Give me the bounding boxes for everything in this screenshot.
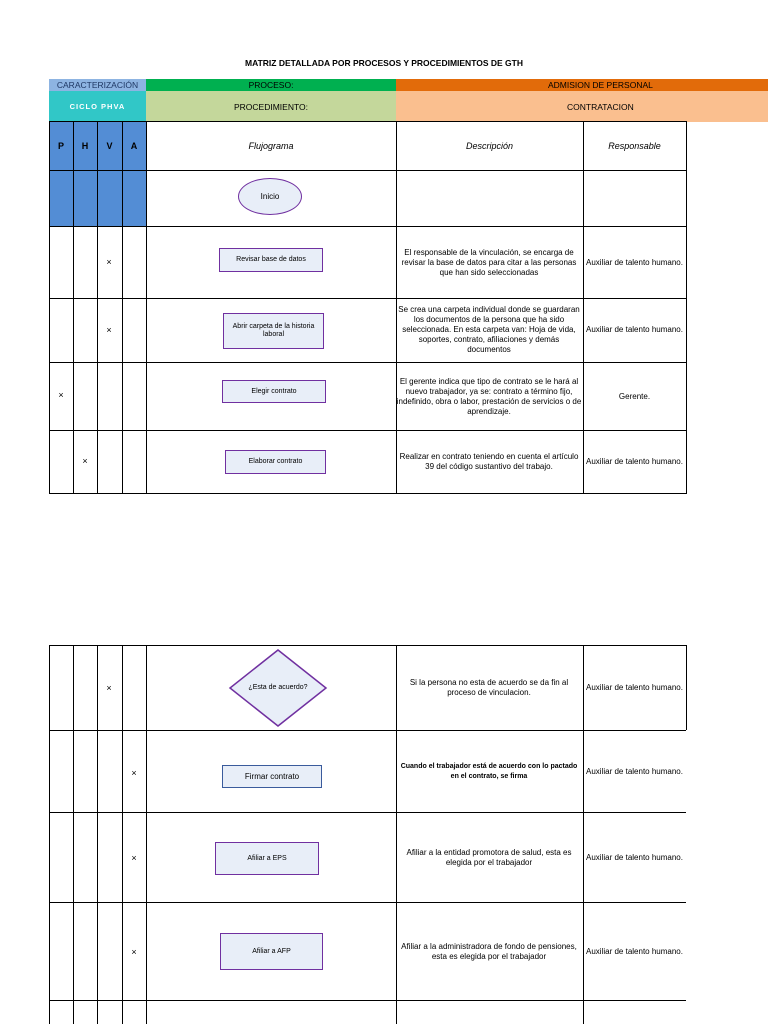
- grid-line: [122, 121, 123, 494]
- phva-mark-v: ×: [106, 325, 112, 335]
- grid-line: [146, 121, 147, 494]
- col-v: [97, 122, 122, 170]
- decision-text: ¿Esta de acuerdo?: [248, 684, 308, 691]
- procedimiento-header: [146, 91, 396, 122]
- step-responsible: Auxiliar de talento humano.: [586, 325, 683, 334]
- phva-mark-a: ×: [131, 768, 137, 778]
- page-title: MATRIZ DETALLADA POR PROCESOS Y PROCEDIMIENTOS DE GTH: [244, 58, 523, 68]
- col-h: [73, 122, 97, 170]
- flow-step-label: Afiliar a AFP: [252, 947, 291, 955]
- col-a-label: A: [130, 141, 138, 151]
- flow-step-label: Elaborar contrato: [248, 458, 303, 465]
- flow-step-label: Afiliar a EPS: [247, 854, 287, 862]
- phva-mark-p: ×: [58, 390, 64, 400]
- contratacion-header: [396, 91, 768, 122]
- step-responsible: Auxiliar de talento humano.: [586, 852, 683, 862]
- start-label: Inicio: [260, 192, 280, 201]
- grid-line: [49, 1000, 686, 1001]
- procedimiento-value: CONTRATACION: [567, 101, 634, 112]
- step-responsible: Auxiliar de talento humano.: [586, 946, 683, 956]
- grid-line: [146, 645, 147, 1024]
- phva-mark-a: ×: [131, 947, 137, 957]
- step-description: Se crea una carpeta individual donde se guardaran los documentos de la persona que ha sido seleccionada. En esta carpeta van: Hoja de vida, soportes, contrato, afiliaciones y demás documentos: [398, 305, 580, 354]
- col-v-label: V: [106, 141, 113, 151]
- grid-line: [122, 645, 123, 1024]
- col-descripcion-label: Descripción: [465, 141, 514, 151]
- col-flujograma-label: Flujograma: [248, 141, 294, 151]
- grid-line: [73, 645, 74, 1024]
- flow-step-box: [222, 765, 322, 788]
- admision-header: [396, 79, 768, 91]
- col-p: [49, 122, 73, 170]
- step-description: Cuando el trabajador está de acuerdo con lo pactado en el contrato, se firma: [400, 762, 578, 780]
- phva-mark-v: ×: [106, 257, 112, 267]
- col-a: [122, 122, 146, 170]
- procedimiento-label: PROCEDIMIENTO:: [234, 101, 308, 112]
- step-responsible: Auxiliar de talento humano.: [586, 257, 683, 267]
- flow-step-box: [219, 248, 323, 272]
- step-responsible: Auxiliar de talento humano.: [586, 766, 683, 776]
- col-h-label: H: [81, 141, 89, 151]
- proceso-value: ADMISION DE PERSONAL: [548, 80, 653, 90]
- col-responsable: [583, 122, 686, 170]
- phva-mark-a: ×: [131, 853, 137, 863]
- grid-line: [49, 645, 50, 1024]
- col-responsable-label: Responsable: [608, 141, 661, 151]
- caracterizacion-label: CARACTERIZACIÓN: [56, 80, 139, 90]
- grid-line: [49, 170, 686, 171]
- col-flujograma: [146, 122, 396, 170]
- grid-line: [49, 121, 50, 494]
- start-ellipse: [238, 178, 302, 215]
- flow-step-box: [220, 933, 323, 970]
- step-responsible: Auxiliar de talento humano.: [586, 457, 683, 466]
- grid-line: [686, 121, 687, 494]
- grid-line: [97, 121, 98, 494]
- grid-line: [73, 121, 74, 494]
- grid-line: [686, 645, 687, 730]
- grid-line: [49, 493, 686, 494]
- flow-step-box: [225, 450, 326, 474]
- proceso-label: PROCESO:: [248, 80, 294, 90]
- phva-mark-h: ×: [82, 456, 88, 466]
- grid-line: [49, 121, 686, 122]
- flow-step-box: [215, 842, 319, 875]
- ciclo-header: [49, 91, 146, 122]
- step-responsible: Gerente.: [618, 391, 651, 401]
- col-descripcion: [396, 122, 583, 170]
- step-description: Si la persona no esta de acuerdo se da fin al proceso de vinculacion.: [409, 678, 569, 697]
- step-description: El gerente indica que tipo de contrato se le hará al nuevo trabajador, ya se: contrato a término fijo, indefinido, obra o labor, prestación de servicios o de aprendizaje.: [396, 376, 582, 416]
- flow-step-label: Firmar contrato: [244, 771, 300, 781]
- step-description: Afiliar a la entidad promotora de salud, esta es elegida por el trabajador: [406, 847, 572, 867]
- flow-step-label: Elegir contrato: [251, 387, 297, 395]
- phva-mark-v: ×: [106, 683, 112, 693]
- decision-label: [248, 673, 308, 703]
- step-responsible: Auxiliar de talento humano.: [586, 683, 683, 692]
- flow-step-label: Revisar base de datos: [236, 256, 306, 263]
- step-description: El responsable de la vinculación, se encarga de revisar la base de datos para citar a las personas que han sido seleccionadas: [401, 247, 577, 277]
- proceso-header: [146, 79, 396, 91]
- flow-step-label: Abrir carpeta de la historia laboral: [232, 323, 315, 338]
- grid-line: [97, 645, 98, 1024]
- step-description: Afiliar a la administradora de fondo de pensiones, esta es elegida por el trabajador: [401, 941, 577, 961]
- caracterizacion-header: [49, 79, 146, 91]
- col-p-label: P: [57, 141, 64, 151]
- flow-step-box: [222, 380, 326, 403]
- flow-step-box: [223, 313, 324, 349]
- ciclo-label: CICLO PHVA: [69, 102, 126, 111]
- step-description: Realizar en contrato teniendo en cuenta el artículo 39 del código sustantivo del trabajo.: [399, 452, 579, 471]
